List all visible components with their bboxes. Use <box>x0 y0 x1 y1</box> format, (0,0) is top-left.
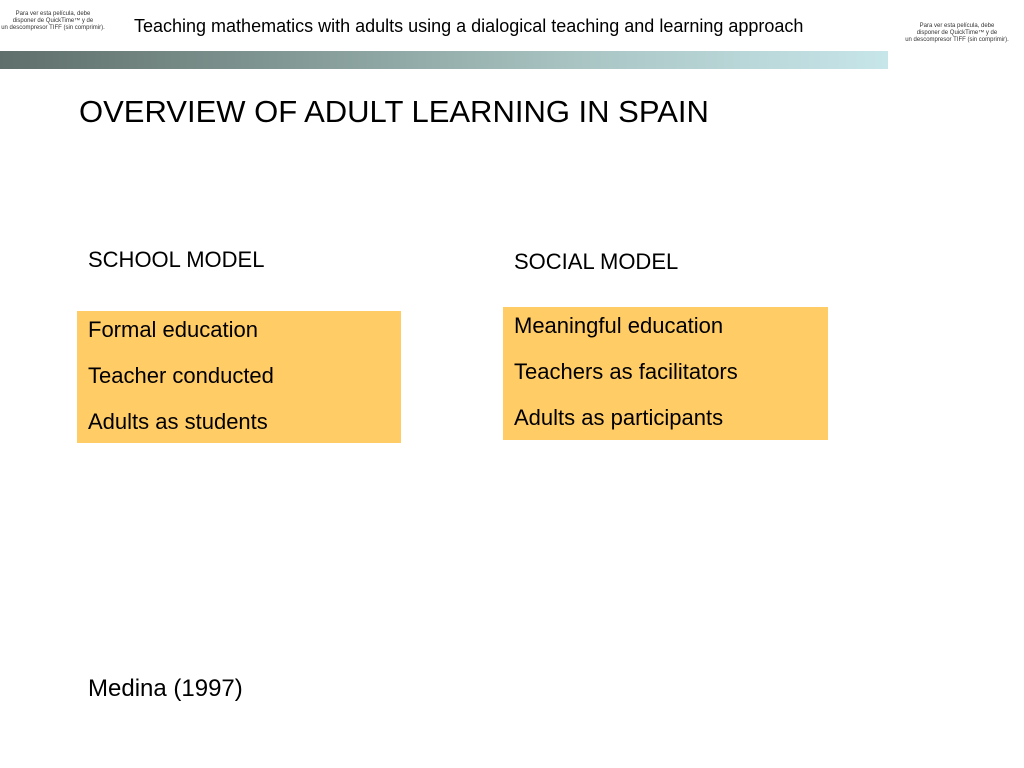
school-model-item: Teacher conducted <box>88 363 274 388</box>
placeholder-line: un descompresor TIFF (sin comprimir). <box>905 37 1009 43</box>
placeholder-line: Para ver esta película, debe <box>15 11 91 17</box>
citation: Medina (1997) <box>88 675 243 702</box>
social-model-item: Meaningful education <box>514 313 724 338</box>
placeholder-line: un descompresor TIFF (sin comprimir). <box>1 25 105 31</box>
social-model-item: Teachers as facilitators <box>514 359 738 384</box>
placeholder-line: Para ver esta película, debe <box>919 23 995 29</box>
header-gradient-bar <box>0 51 888 69</box>
school-model-item: Adults as students <box>88 409 268 434</box>
social-model-item: Adults as participants <box>514 405 724 430</box>
placeholder-line: disponer de QuickTime™ y de <box>916 30 998 36</box>
slide-title: OVERVIEW OF ADULT LEARNING IN SPAIN <box>79 94 709 129</box>
school-model-heading: SCHOOL MODEL <box>88 247 265 272</box>
school-model-item: Formal education <box>88 317 258 342</box>
school-model-box <box>77 311 401 443</box>
social-model-heading: SOCIAL MODEL <box>514 249 679 274</box>
quicktime-placeholder-left <box>0 11 106 32</box>
social-model-box <box>503 307 828 440</box>
placeholder-line: disponer de QuickTime™ y de <box>12 18 94 24</box>
header-title: Teaching mathematics with adults using a dialogical teaching and learning approach <box>134 16 804 36</box>
quicktime-placeholder-right <box>893 23 1021 44</box>
